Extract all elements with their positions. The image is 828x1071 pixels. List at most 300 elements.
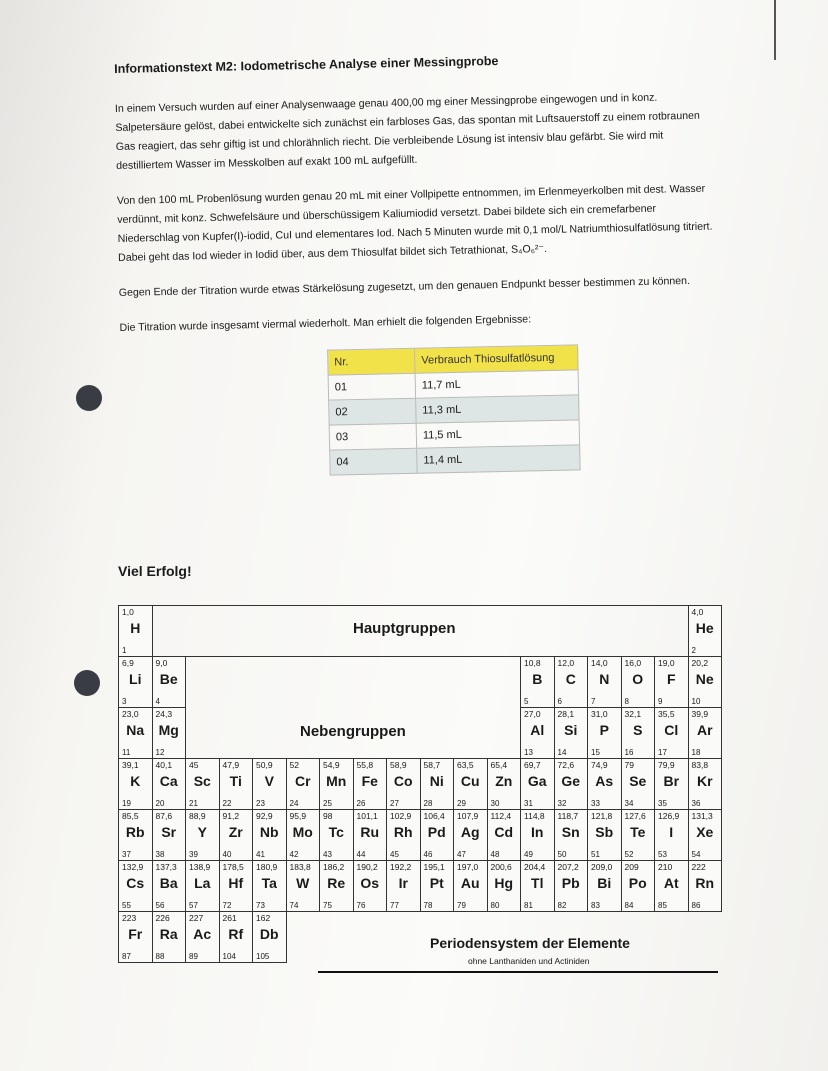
element-symbol: Ca (159, 773, 178, 789)
element-symbol: O (632, 671, 644, 687)
atomic-mass: 127,6 (624, 811, 646, 821)
element-cell (621, 707, 656, 759)
element-symbol: F (666, 671, 676, 687)
element-symbol: Si (564, 722, 578, 738)
element-symbol: Nb (259, 824, 279, 840)
element-symbol: Kr (696, 773, 713, 789)
atomic-mass: 19,0 (658, 658, 675, 668)
element-cell (118, 605, 153, 657)
element-symbol: Cl (664, 722, 679, 738)
atomic-number: 37 (122, 850, 131, 859)
element-symbol: Ba (159, 875, 178, 891)
punch-hole-icon (74, 670, 100, 696)
element-symbol: V (264, 773, 274, 789)
element-cell (520, 707, 555, 759)
atomic-mass: 118,7 (557, 811, 579, 821)
atomic-number: 46 (423, 850, 433, 859)
atomic-number: 25 (323, 799, 332, 808)
element-symbol: Mo (292, 824, 313, 840)
atomic-number: 38 (155, 850, 165, 859)
element-cell (688, 605, 723, 657)
atomic-number: 3 (122, 697, 127, 706)
table-cell: 02 (329, 398, 417, 425)
atomic-mass: 83,8 (691, 760, 709, 770)
atomic-number: 26 (356, 799, 366, 808)
element-symbol: Xe (696, 824, 714, 840)
atomic-number: 9 (658, 697, 663, 706)
atomic-number: 18 (691, 748, 701, 757)
atomic-mass: 132,9 (122, 862, 144, 872)
atomic-number: 30 (490, 799, 500, 808)
atomic-mass: 162 (256, 913, 271, 923)
element-cell (587, 656, 622, 708)
atomic-number: 57 (189, 901, 198, 910)
atomic-number: 36 (691, 799, 701, 808)
element-symbol: Rb (125, 824, 145, 840)
atomic-mass: 131,3 (691, 811, 713, 821)
atomic-number: 74 (289, 901, 299, 910)
atomic-number: 32 (557, 799, 567, 808)
element-symbol: Db (259, 926, 279, 942)
element-symbol: Cd (494, 824, 514, 840)
element-cell (219, 758, 254, 810)
element-cell (185, 911, 220, 963)
element-cell (487, 758, 522, 810)
element-cell (286, 809, 321, 861)
atomic-mass: 98 (323, 811, 333, 821)
element-symbol: N (599, 671, 610, 687)
atomic-number: 15 (591, 748, 600, 757)
element-cell (252, 758, 287, 810)
punch-hole-icon (76, 385, 102, 411)
element-cell (152, 707, 187, 759)
atomic-mass: 207,2 (557, 862, 579, 872)
atomic-number: 27 (390, 799, 399, 808)
atomic-mass: 10,8 (524, 658, 541, 668)
atomic-mass: 180,9 (256, 862, 278, 872)
element-symbol: In (531, 824, 544, 840)
element-symbol: Fr (128, 926, 143, 942)
element-symbol: Ag (460, 824, 480, 840)
paragraph: Von den 100 mL Probenlösung wurden genau 20 mL mit einer Vollpipette entnommen, im Erlenmeyerkolben mit dest. Wasser verdünnt, mit konz. Schwefelsäure und überschüssigem Kaliumiodid versetzt. Dabei bildete sich ein cremefarbener Niederschlag von Kupfer(I)-iodid, CuI und elementares Iod. Nach 5 Minuten wurde mit 0,1 mol/L Natriumthiosulfatlösung titriert. Dabei geht das Iod wieder in Iodid über, aus dem Thiosulfat bildet sich Tetrathionat, S₄O₆²⁻. (116, 182, 713, 264)
atomic-number: 14 (557, 748, 567, 757)
element-symbol: Hf (228, 875, 244, 891)
atomic-number: 53 (658, 850, 667, 859)
atomic-number: 28 (423, 799, 433, 808)
atomic-mass: 101,1 (356, 811, 378, 821)
element-symbol: Ra (159, 926, 178, 942)
element-symbol: Ti (229, 773, 242, 789)
element-symbol: Sc (193, 773, 211, 789)
atomic-number: 35 (658, 799, 667, 808)
element-symbol: Ga (527, 773, 547, 789)
element-symbol: Tc (328, 824, 344, 840)
element-symbol: K (130, 773, 141, 789)
table-cell: 04 (330, 448, 418, 475)
atomic-number: 87 (122, 952, 131, 961)
atomic-mass: 114,8 (524, 811, 545, 821)
element-symbol: Po (628, 875, 647, 891)
atomic-mass: 204,4 (524, 862, 546, 872)
atomic-number: 76 (356, 901, 366, 910)
element-cell (520, 809, 555, 861)
element-cell (420, 758, 455, 810)
atomic-mass: 226 (155, 913, 170, 923)
element-cell (688, 758, 723, 810)
element-cell (621, 809, 656, 861)
element-cell (185, 860, 220, 912)
atomic-number: 44 (356, 850, 366, 859)
element-symbol: Ru (360, 824, 380, 840)
element-cell (554, 707, 589, 759)
atomic-mass: 121,8 (591, 811, 613, 821)
atomic-mass: 91,2 (222, 811, 240, 821)
element-symbol: Pd (427, 824, 446, 840)
element-cell (118, 860, 153, 912)
atomic-number: 5 (524, 697, 529, 706)
atomic-number: 7 (591, 697, 596, 706)
atomic-number: 29 (457, 799, 466, 808)
atomic-number: 80 (490, 901, 500, 910)
results-table (327, 344, 581, 475)
atomic-number: 21 (189, 799, 198, 808)
element-symbol: Y (197, 824, 207, 840)
atomic-mass: 65,4 (490, 760, 508, 770)
element-symbol: Be (159, 671, 178, 687)
atomic-mass: 197,0 (457, 862, 479, 872)
atomic-number: 54 (691, 850, 701, 859)
element-symbol: Rn (695, 875, 715, 891)
element-cell (453, 809, 488, 861)
element-cell (487, 809, 522, 861)
element-cell (520, 758, 555, 810)
table-header-cell: Verbrauch Thiosulfatlösung (415, 345, 578, 373)
atomic-mass: 52 (289, 760, 299, 770)
page-title: Informationstext M2: Iodometrische Analyse einer Messingprobe (114, 53, 499, 76)
atomic-mass: 222 (691, 862, 706, 872)
atomic-mass: 4,0 (691, 607, 704, 617)
element-cell (386, 860, 421, 912)
atomic-mass: 58,7 (423, 760, 441, 770)
atomic-number: 41 (256, 850, 265, 859)
atomic-number: 48 (490, 850, 500, 859)
atomic-mass: 92,9 (256, 811, 273, 821)
element-symbol: Zn (495, 773, 513, 789)
element-symbol: Te (630, 824, 646, 840)
element-cell (219, 860, 254, 912)
atomic-mass: 107,9 (457, 811, 479, 821)
element-cell (286, 758, 321, 810)
element-symbol: Br (663, 773, 680, 789)
atomic-mass: 200,6 (490, 862, 512, 872)
table-header-cell: Nr. (328, 348, 416, 375)
element-symbol: Os (360, 875, 380, 891)
element-cell (118, 809, 153, 861)
element-cell (319, 860, 354, 912)
atomic-number: 50 (557, 850, 567, 859)
atomic-mass: 35,5 (658, 709, 675, 719)
element-symbol: W (296, 875, 310, 891)
atomic-number: 1 (122, 646, 127, 655)
element-symbol: Fe (361, 773, 378, 789)
element-cell (621, 656, 656, 708)
atomic-number: 31 (524, 799, 533, 808)
element-symbol: Na (126, 722, 145, 738)
atomic-mass: 14,0 (591, 658, 608, 668)
element-symbol: Sr (161, 824, 177, 840)
atomic-mass: 210 (658, 862, 673, 872)
atomic-number: 55 (122, 901, 131, 910)
table-cell: 11,4 mL (417, 445, 580, 473)
atomic-mass: 63,5 (457, 760, 474, 770)
atomic-number: 12 (155, 748, 165, 757)
element-cell (319, 758, 354, 810)
atomic-number: 47 (457, 850, 466, 859)
table-row (330, 445, 580, 475)
element-cell (587, 809, 622, 861)
table-cell: 11,7 mL (415, 370, 578, 398)
atomic-mass: 190,2 (356, 862, 378, 872)
atomic-mass: 85,5 (122, 811, 139, 821)
atomic-mass: 58,9 (390, 760, 407, 770)
atomic-mass: 106,4 (423, 811, 445, 821)
periodic-table (118, 605, 722, 975)
atomic-number: 81 (524, 901, 533, 910)
element-cell (453, 860, 488, 912)
element-symbol: Se (629, 773, 647, 789)
atomic-number: 105 (256, 952, 270, 961)
element-cell (152, 758, 187, 810)
atomic-mass: 137,3 (155, 862, 177, 872)
periodic-table-title: Periodensystem der Elemente (430, 935, 630, 951)
atomic-number: 20 (155, 799, 165, 808)
atomic-number: 2 (691, 646, 696, 655)
element-symbol: Ac (193, 926, 212, 942)
element-cell (252, 809, 287, 861)
atomic-number: 89 (189, 952, 198, 961)
element-cell (420, 860, 455, 912)
element-symbol: Cs (126, 875, 145, 891)
atomic-mass: 88,9 (189, 811, 206, 821)
element-symbol: Al (530, 722, 545, 738)
element-symbol: Ni (429, 773, 444, 789)
atomic-number: 24 (289, 799, 299, 808)
atomic-number: 43 (323, 850, 332, 859)
element-symbol: Ar (696, 722, 713, 738)
element-symbol: S (633, 722, 643, 738)
atomic-mass: 40,1 (155, 760, 173, 770)
element-cell (420, 809, 455, 861)
divider (318, 971, 718, 973)
atomic-mass: 261 (222, 913, 237, 923)
atomic-mass: 45 (189, 760, 199, 770)
element-symbol: C (565, 671, 576, 687)
atomic-mass: 126,9 (658, 811, 680, 821)
atomic-number: 13 (524, 748, 533, 757)
atomic-mass: 79 (624, 760, 634, 770)
element-symbol: At (663, 875, 679, 891)
element-symbol: Co (393, 773, 413, 789)
atomic-number: 75 (323, 901, 332, 910)
element-symbol: Sn (561, 824, 580, 840)
element-cell (286, 860, 321, 912)
closing-text: Viel Erfolg! (118, 563, 192, 579)
element-cell (453, 758, 488, 810)
atomic-number: 16 (624, 748, 634, 757)
atomic-mass: 50,9 (256, 760, 273, 770)
atomic-mass: 72,6 (557, 760, 575, 770)
element-symbol: Pb (561, 875, 580, 891)
element-cell (386, 809, 421, 861)
atomic-mass: 1,0 (122, 607, 134, 617)
atomic-mass: 54,9 (323, 760, 340, 770)
element-cell (654, 860, 689, 912)
element-symbol: Mn (326, 773, 347, 789)
element-symbol: Ta (261, 875, 277, 891)
atomic-number: 22 (222, 799, 232, 808)
element-symbol: Ir (398, 875, 408, 891)
atomic-mass: 55,8 (356, 760, 374, 770)
atomic-mass: 27,0 (524, 709, 541, 719)
element-cell (152, 911, 187, 963)
atomic-number: 79 (457, 901, 466, 910)
atomic-number: 78 (423, 901, 433, 910)
atomic-number: 17 (658, 748, 667, 757)
main-groups-label: Hauptgruppen (353, 620, 456, 637)
paragraph: Die Titration wurde insgesamt viermal wiederholt. Man erhielt die folgenden Ergebnisse: (119, 313, 532, 334)
element-symbol: Hg (494, 875, 514, 891)
element-cell (587, 860, 622, 912)
atomic-mass: 178,5 (222, 862, 244, 872)
atomic-number: 73 (256, 901, 265, 910)
element-cell (219, 911, 254, 963)
atomic-number: 33 (591, 799, 600, 808)
element-cell (252, 911, 287, 963)
atomic-number: 10 (691, 697, 701, 706)
element-symbol: He (695, 620, 714, 636)
atomic-number: 49 (524, 850, 533, 859)
element-symbol: Re (327, 875, 346, 891)
element-cell (654, 656, 689, 708)
atomic-mass: 9,0 (155, 658, 168, 668)
atomic-number: 77 (390, 901, 399, 910)
atomic-mass: 23,0 (122, 709, 139, 719)
atomic-mass: 186,2 (323, 862, 345, 872)
paragraph: Gegen Ende der Titration wurde etwas Stärkelösung zugesetzt, um den genauen Endpunkt besser bestimmen zu können. (118, 274, 691, 299)
atomic-mass: 138,9 (189, 862, 211, 872)
atomic-number: 45 (390, 850, 399, 859)
element-cell (688, 656, 723, 708)
element-cell (353, 758, 388, 810)
element-cell (118, 911, 153, 963)
atomic-number: 83 (591, 901, 600, 910)
atomic-number: 56 (155, 901, 165, 910)
element-cell (554, 656, 589, 708)
element-cell (487, 860, 522, 912)
element-symbol: Zr (228, 824, 243, 840)
element-cell (185, 758, 220, 810)
element-symbol: Cu (460, 773, 480, 789)
atomic-mass: 227 (189, 913, 204, 923)
element-symbol: Ne (695, 671, 714, 687)
element-symbol: B (532, 671, 543, 687)
atomic-number: 6 (557, 697, 562, 706)
element-symbol: Rf (228, 926, 244, 942)
element-symbol: Sb (595, 824, 614, 840)
element-cell (654, 758, 689, 810)
element-cell (252, 860, 287, 912)
element-cell (118, 656, 153, 708)
element-cell (319, 809, 354, 861)
element-cell (520, 656, 555, 708)
element-cell (587, 707, 622, 759)
atomic-number: 72 (222, 901, 232, 910)
element-cell (621, 758, 656, 810)
atomic-mass: 183,8 (289, 862, 311, 872)
table-cell: 11,3 mL (416, 395, 579, 423)
element-symbol: P (599, 722, 609, 738)
paragraph: In einem Versuch wurden auf einer Analysenwaage genau 400,00 mg einer Messingprobe eingewogen und in konz. Salpetersäure gelöst, dabei entwickelte sich zunächst ein farbloses Gas, das spontan mit Luftsauerstoff zu einem rotbraunen Gas reagiert, das sehr giftig ist und chlorähnlich riecht. Die verbleibende Lösung ist intensiv blau gefärbt. Sie wird mit destilliertem Wasser im Messkolben auf exakt 100 mL aufgefüllt. (114, 91, 700, 172)
element-cell (554, 860, 589, 912)
atomic-number: 104 (222, 952, 236, 961)
periodic-table-subtitle: ohne Lanthaniden und Actiniden (468, 956, 590, 966)
atomic-number: 82 (557, 901, 567, 910)
atomic-number: 19 (122, 799, 131, 808)
atomic-mass: 47,9 (222, 760, 240, 770)
element-symbol: Rh (393, 824, 413, 840)
atomic-mass: 192,2 (390, 862, 412, 872)
atomic-mass: 6,9 (122, 658, 134, 668)
element-cell (118, 758, 153, 810)
atomic-number: 4 (155, 697, 160, 706)
element-symbol: Bi (597, 875, 612, 891)
info-text (114, 49, 723, 479)
atomic-mass: 95,9 (289, 811, 307, 821)
table-cell: 03 (329, 423, 417, 450)
atomic-number: 39 (189, 850, 198, 859)
atomic-number: 86 (691, 901, 701, 910)
element-symbol: As (595, 773, 614, 789)
atomic-number: 84 (624, 901, 634, 910)
atomic-mass: 16,0 (624, 658, 642, 668)
element-cell (688, 809, 723, 861)
element-symbol: H (130, 620, 141, 636)
atomic-mass: 102,9 (390, 811, 412, 821)
atomic-mass: 195,1 (423, 862, 445, 872)
atomic-mass: 87,6 (155, 811, 173, 821)
atomic-number: 11 (122, 748, 131, 757)
element-cell (621, 860, 656, 912)
atomic-number: 42 (289, 850, 299, 859)
atomic-number: 52 (624, 850, 634, 859)
element-cell (688, 860, 723, 912)
atomic-mass: 31,0 (591, 709, 608, 719)
sub-groups-label: Nebengruppen (300, 723, 406, 740)
atomic-mass: 20,2 (691, 658, 709, 668)
element-cell (152, 656, 187, 708)
element-cell (219, 809, 254, 861)
element-symbol: Cr (294, 773, 311, 789)
element-symbol: Mg (158, 722, 179, 738)
table-cell: 01 (328, 373, 416, 400)
element-symbol: La (194, 875, 211, 891)
element-cell (520, 860, 555, 912)
atomic-mass: 209 (624, 862, 639, 872)
element-cell (353, 860, 388, 912)
atomic-mass: 39,9 (691, 709, 709, 719)
element-cell (353, 809, 388, 861)
element-cell (688, 707, 723, 759)
